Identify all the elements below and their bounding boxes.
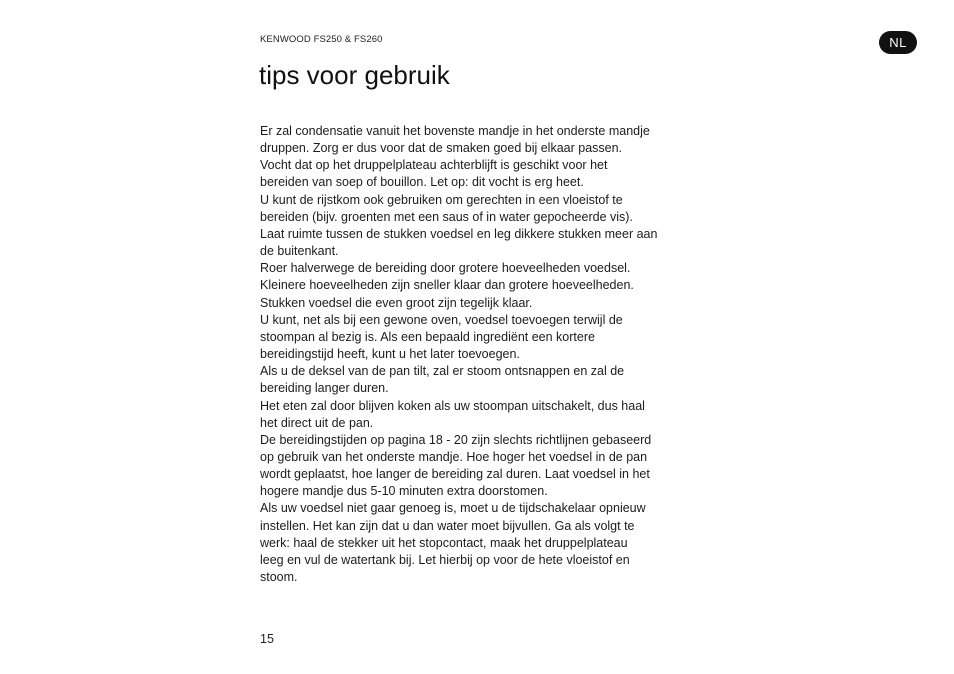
text-line: Als u de deksel van de pan tilt, zal er stoom ontsnappen en zal de bbox=[260, 364, 625, 379]
text-line: Het eten zal door blijven koken als uw stoompan uitschakelt, dus haal bbox=[260, 398, 645, 413]
text-line: Als uw voedsel niet gaar genoeg is, moet u de tijdschakelaar opnieuw bbox=[260, 501, 646, 516]
text-line: het direct uit de pan. bbox=[260, 415, 374, 430]
text-line: bereiden van soep of bouillon. Let op: dit vocht is erg heet. bbox=[260, 175, 584, 190]
text-line: Stukken voedsel die even groot zijn tegelijk klaar. bbox=[260, 295, 533, 310]
text-line: bereidingstijd heeft, kunt u het later toevoegen. bbox=[260, 347, 520, 362]
text-line: Vocht dat op het druppelplateau achterblijft is geschikt voor het bbox=[260, 158, 608, 173]
text-line: De bereidingstijden op pagina 18 - 20 zijn slechts richtlijnen gebaseerd bbox=[260, 432, 652, 447]
page-title: tips voor gebruik bbox=[259, 60, 450, 90]
text-line: werk: haal de stekker uit het stopcontact, maak het druppelplateau bbox=[260, 535, 628, 550]
text-line: instellen. Het kan zijn dat u dan water moet bijvullen. Ga als volgt te bbox=[260, 518, 635, 533]
language-badge: NL bbox=[879, 31, 917, 54]
text-line: bereiding langer duren. bbox=[260, 381, 389, 396]
text-line: op gebruik van het onderste mandje. Hoe hoger het voedsel in de pan bbox=[260, 449, 648, 464]
text-line: druppen. Zorg er dus voor dat de smaken goed bij elkaar passen. bbox=[260, 141, 623, 156]
text-line: Laat ruimte tussen de stukken voedsel en leg dikkere stukken meer aan bbox=[260, 226, 658, 241]
text-line: de buitenkant. bbox=[260, 244, 339, 259]
text-line: U kunt de rijstkom ook gebruiken om gerechten in een vloeistof te bbox=[260, 192, 623, 207]
text-line: Roer halverwege de bereiding door grotere hoeveelheden voedsel. bbox=[260, 261, 631, 276]
text-line: bereiden (bijv. groenten met een saus of in water gepocheerde vis). bbox=[260, 209, 633, 224]
text-line: stoom. bbox=[260, 570, 298, 585]
text-line: Kleinere hoeveelheden zijn sneller klaar dan grotere hoeveelheden. bbox=[260, 278, 634, 293]
text-line: wordt geplaatst, hoe langer de bereiding zal duren. Laat voedsel in het bbox=[260, 467, 650, 482]
text-line: leeg en vul de watertank bij. Let hierbij op voor de hete vloeistof en bbox=[260, 552, 630, 567]
body-text bbox=[260, 123, 700, 586]
text-line: hogere mandje dus 5-10 minuten extra doorstomen. bbox=[260, 484, 548, 499]
header-brand: KENWOOD FS250 & FS260 bbox=[260, 34, 383, 45]
page-number: 15 bbox=[260, 632, 274, 646]
text-line: U kunt, net als bij een gewone oven, voedsel toevoegen terwijl de bbox=[260, 312, 623, 327]
text-line: Er zal condensatie vanuit het bovenste mandje in het onderste mandje bbox=[260, 124, 650, 138]
text-line: stoompan al bezig is. Als een bepaald ingrediënt een kortere bbox=[260, 329, 595, 344]
